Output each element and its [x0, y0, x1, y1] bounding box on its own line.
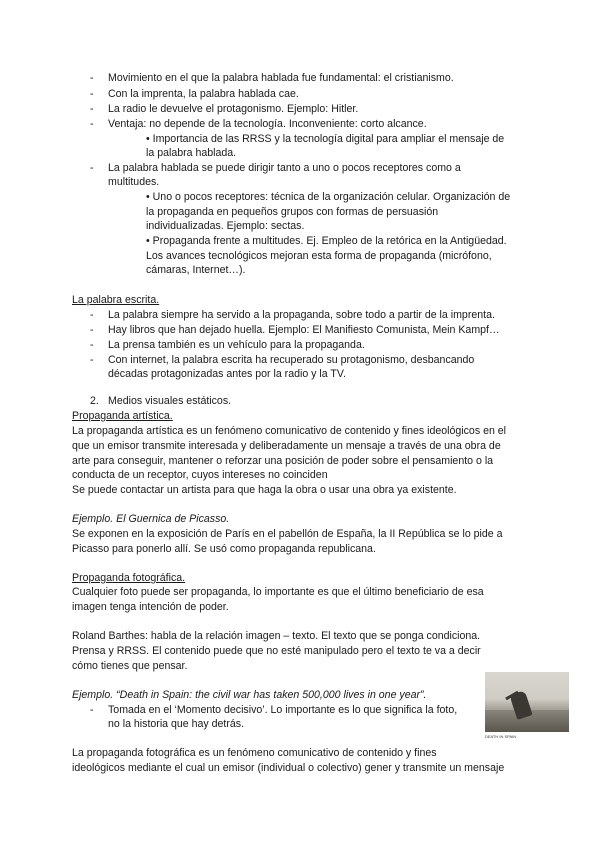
bullet-text: La palabra siempre ha servido a la propaganda, sobre todo a partir de la imprenta.	[108, 309, 495, 321]
sub-bullet-text: Los avances tecnológicos mejoran esta forma de propaganda (micrófono,	[146, 250, 492, 262]
paragraph-line: imagen tenga intención de poder.	[72, 601, 229, 613]
paragraph-line: ideológicos mediante el cual un emisor (individual o colectivo) gener y transmite un mensaje	[72, 762, 505, 774]
photo-caption: DEATH IN SPAIN	[485, 734, 517, 739]
bullet-text: La radio le devuelve el protagonismo. Ejemplo: Hitler.	[108, 103, 359, 115]
bullet-dash: -	[90, 162, 94, 174]
sub-bullet-text: • Uno o pocos receptores: técnica de la organización celular. Organización de	[146, 191, 511, 203]
list-number: 2.	[90, 395, 99, 407]
bullet-text: décadas protagonizadas antes por la radio y la TV.	[108, 368, 346, 380]
paragraph-line: Se puede contactar un artista para que haga la obra o usar una obra ya existente.	[72, 484, 457, 496]
sub-bullet-text: • Importancia de las RRSS y la tecnología digital para ampliar el mensaje de	[146, 133, 505, 145]
bullet-text: Movimiento en el que la palabra hablada fue fundamental: el cristianismo.	[108, 72, 454, 84]
bullet-dash: -	[90, 309, 94, 321]
bullet-text: Hay libros que han dejado huella. Ejemplo: El Manifiesto Comunista, Mein Kampf…	[108, 324, 500, 336]
example-heading: Ejemplo. El Guernica de Picasso.	[72, 513, 230, 525]
paragraph-line: Roland Barthes: habla de la relación imagen – texto. El texto que se ponga condiciona.	[72, 630, 481, 642]
paragraph-line: Prensa y RRSS. El contenido puede que no esté manipulado pero el texto te va a decir	[72, 645, 481, 657]
bullet-dash: -	[90, 324, 94, 336]
bullet-dash: -	[90, 88, 94, 100]
paragraph-line: Picasso para ponerlo allí. Se usó como propaganda republicana.	[72, 543, 376, 555]
paragraph-line: que un emisor transmite interesada y deliberadamente un mensaje a través de una obra de	[72, 440, 501, 452]
paragraph-line: arte para conseguir, mantener o reforzar una posición de poder sobre el pensamiento o la	[72, 455, 494, 467]
bullet-text: multitudes.	[108, 176, 160, 188]
sub-bullet-text: cámaras, Internet…).	[146, 264, 246, 276]
bullet-dash: -	[90, 118, 94, 130]
death-in-spain-photo	[485, 672, 569, 732]
sub-bullet-text: • Propaganda frente a multitudes. Ej. Empleo de la retórica en la Antigüedad.	[146, 235, 507, 247]
sub-bullet-text: la propaganda en pequeños grupos con formas de persuasión	[146, 206, 439, 218]
bullet-dash: -	[90, 103, 94, 115]
paragraph-line: conducta de un receptor, cuyos intereses no coinciden	[72, 469, 328, 481]
paragraph-line: cómo tienes que pensar.	[72, 660, 188, 672]
bullet-text: Con internet, la palabra escrita ha recuperado su protagonismo, desbancando	[108, 354, 475, 366]
sub-bullet-text: la palabra hablada.	[146, 147, 237, 159]
section-heading: Propaganda artística.	[72, 410, 173, 422]
bullet-dash: -	[90, 704, 94, 716]
bullet-text: no la historia que hay detrás.	[108, 718, 245, 730]
bullet-text: La prensa también es un vehículo para la propaganda.	[108, 339, 365, 351]
bullet-dash: -	[90, 72, 94, 84]
bullet-text: Tomada en el ‘Momento decisivo’. Lo importante es lo que significa la foto,	[108, 704, 458, 716]
numbered-item-title: Medios visuales estáticos.	[108, 395, 232, 407]
section-heading: La palabra escrita.	[72, 294, 160, 306]
bullet-text: La palabra hablada se puede dirigir tanto a uno o pocos receptores como a	[108, 162, 461, 174]
bullet-dash: -	[90, 339, 94, 351]
bullet-text: Ventaja: no depende de la tecnología. Inconveniente: corto alcance.	[108, 118, 427, 130]
paragraph-line: La propaganda artística es un fenómeno comunicativo de contenido y fines ideológicos en el	[72, 425, 507, 437]
paragraph-line: Se exponen en la exposición de París en el pabellón de España, la II República se lo pide a	[72, 528, 503, 540]
bullet-text: Con la imprenta, la palabra hablada cae.	[108, 88, 299, 100]
section-heading: Propaganda fotográfica.	[72, 572, 186, 584]
example-heading: Ejemplo. “Death in Spain: the civil war has taken 500,000 lives in one year”.	[72, 689, 427, 701]
paragraph-line: Cualquier foto puede ser propaganda, lo importante es que el último beneficiario de esa	[72, 586, 484, 598]
paragraph-line: La propaganda fotográfica es un fenómeno comunicativo de contenido y fines	[72, 747, 437, 759]
sub-bullet-text: individualizadas. Ejemplo: sectas.	[146, 220, 305, 232]
bullet-dash: -	[90, 354, 94, 366]
